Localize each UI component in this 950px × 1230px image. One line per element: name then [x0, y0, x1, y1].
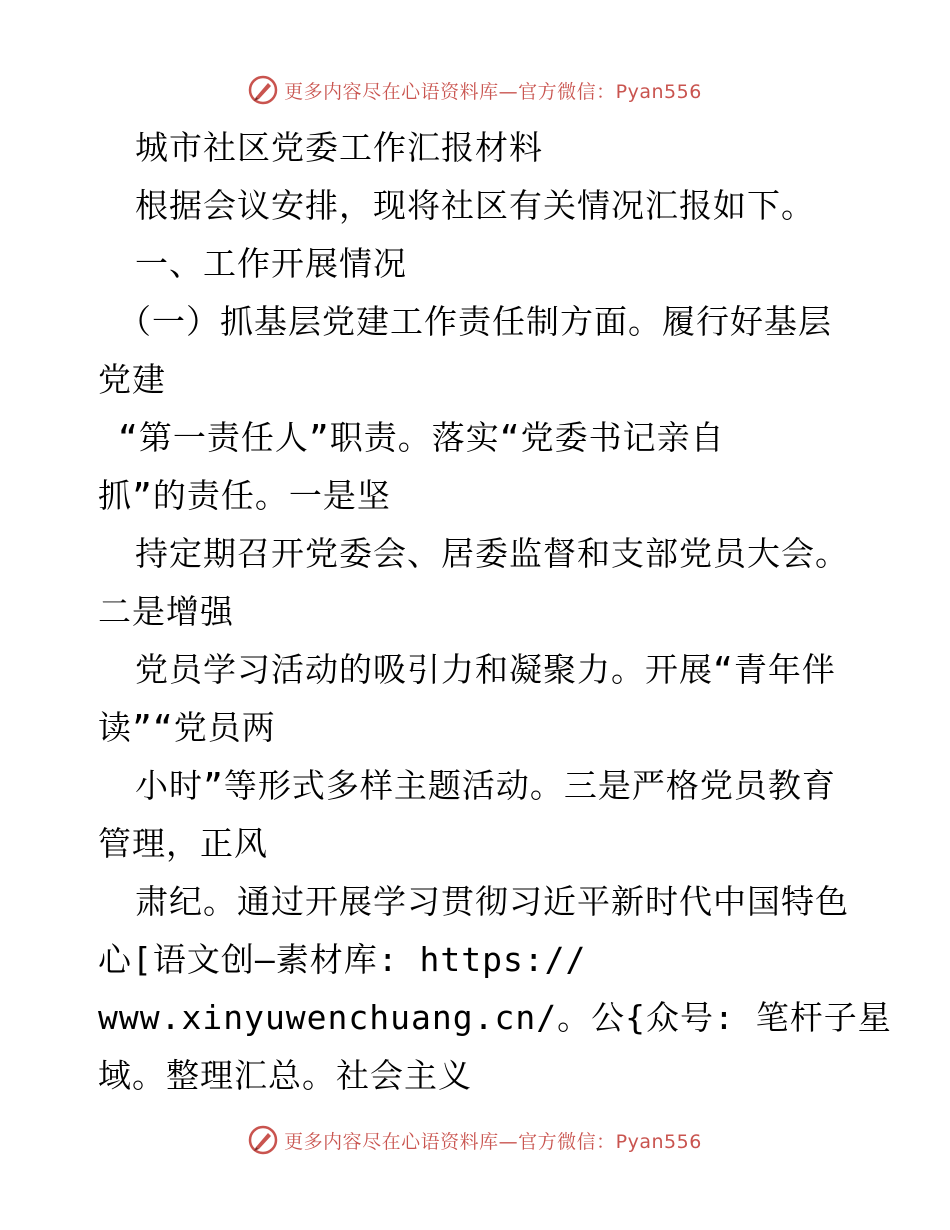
- text-line: （一）抓基层党建工作责任制方面。履行好基层: [118, 302, 832, 341]
- text-line: 持定期召开党委会、居委监督和支部党员大会。: [135, 534, 849, 573]
- text-line: 党员学习活动的吸引力和凝聚力。开展“青年伴: [135, 650, 836, 689]
- text-line: 二是增强: [98, 592, 234, 631]
- text-line: 根据会议安排，现将社区有关情况汇报如下。: [135, 186, 815, 225]
- footer-watermark-banner: [0, 1120, 950, 1160]
- text-line: 党建: [98, 360, 166, 399]
- header-watermark-banner: [0, 70, 950, 110]
- text-line: 抓”的责任。一是坚: [98, 476, 391, 515]
- header-watermark-text: 更多内容尽在心语资料库—官方微信：Pyan556: [284, 80, 702, 103]
- text-line: 管理，正风: [98, 824, 268, 863]
- section-heading: 一、工作开展情况: [135, 244, 407, 283]
- footer-watermark-text: 更多内容尽在心语资料库—官方微信：Pyan556: [284, 1130, 702, 1153]
- pen-logo-icon: [248, 75, 278, 105]
- text-line: 心[语文创—素材库: https://: [98, 940, 587, 979]
- text-line: 域。整理汇总。社会主义: [98, 1056, 472, 1095]
- text-line: “第一责任人”职责。落实“党委书记亲自: [118, 418, 725, 457]
- pen-logo-icon: [248, 1125, 278, 1155]
- text-line: www.xinyuwenchuang.cn/。公{众号: 笔杆子星: [98, 998, 892, 1037]
- text-line: 小时”等形式多样主题活动。三是严格党员教育: [135, 766, 836, 805]
- text-line: 肃纪。通过开展学习贯彻习近平新时代中国特色: [135, 882, 849, 921]
- document-title: 城市社区党委工作汇报材料: [135, 128, 543, 167]
- text-line: 读”“党员两: [98, 708, 276, 747]
